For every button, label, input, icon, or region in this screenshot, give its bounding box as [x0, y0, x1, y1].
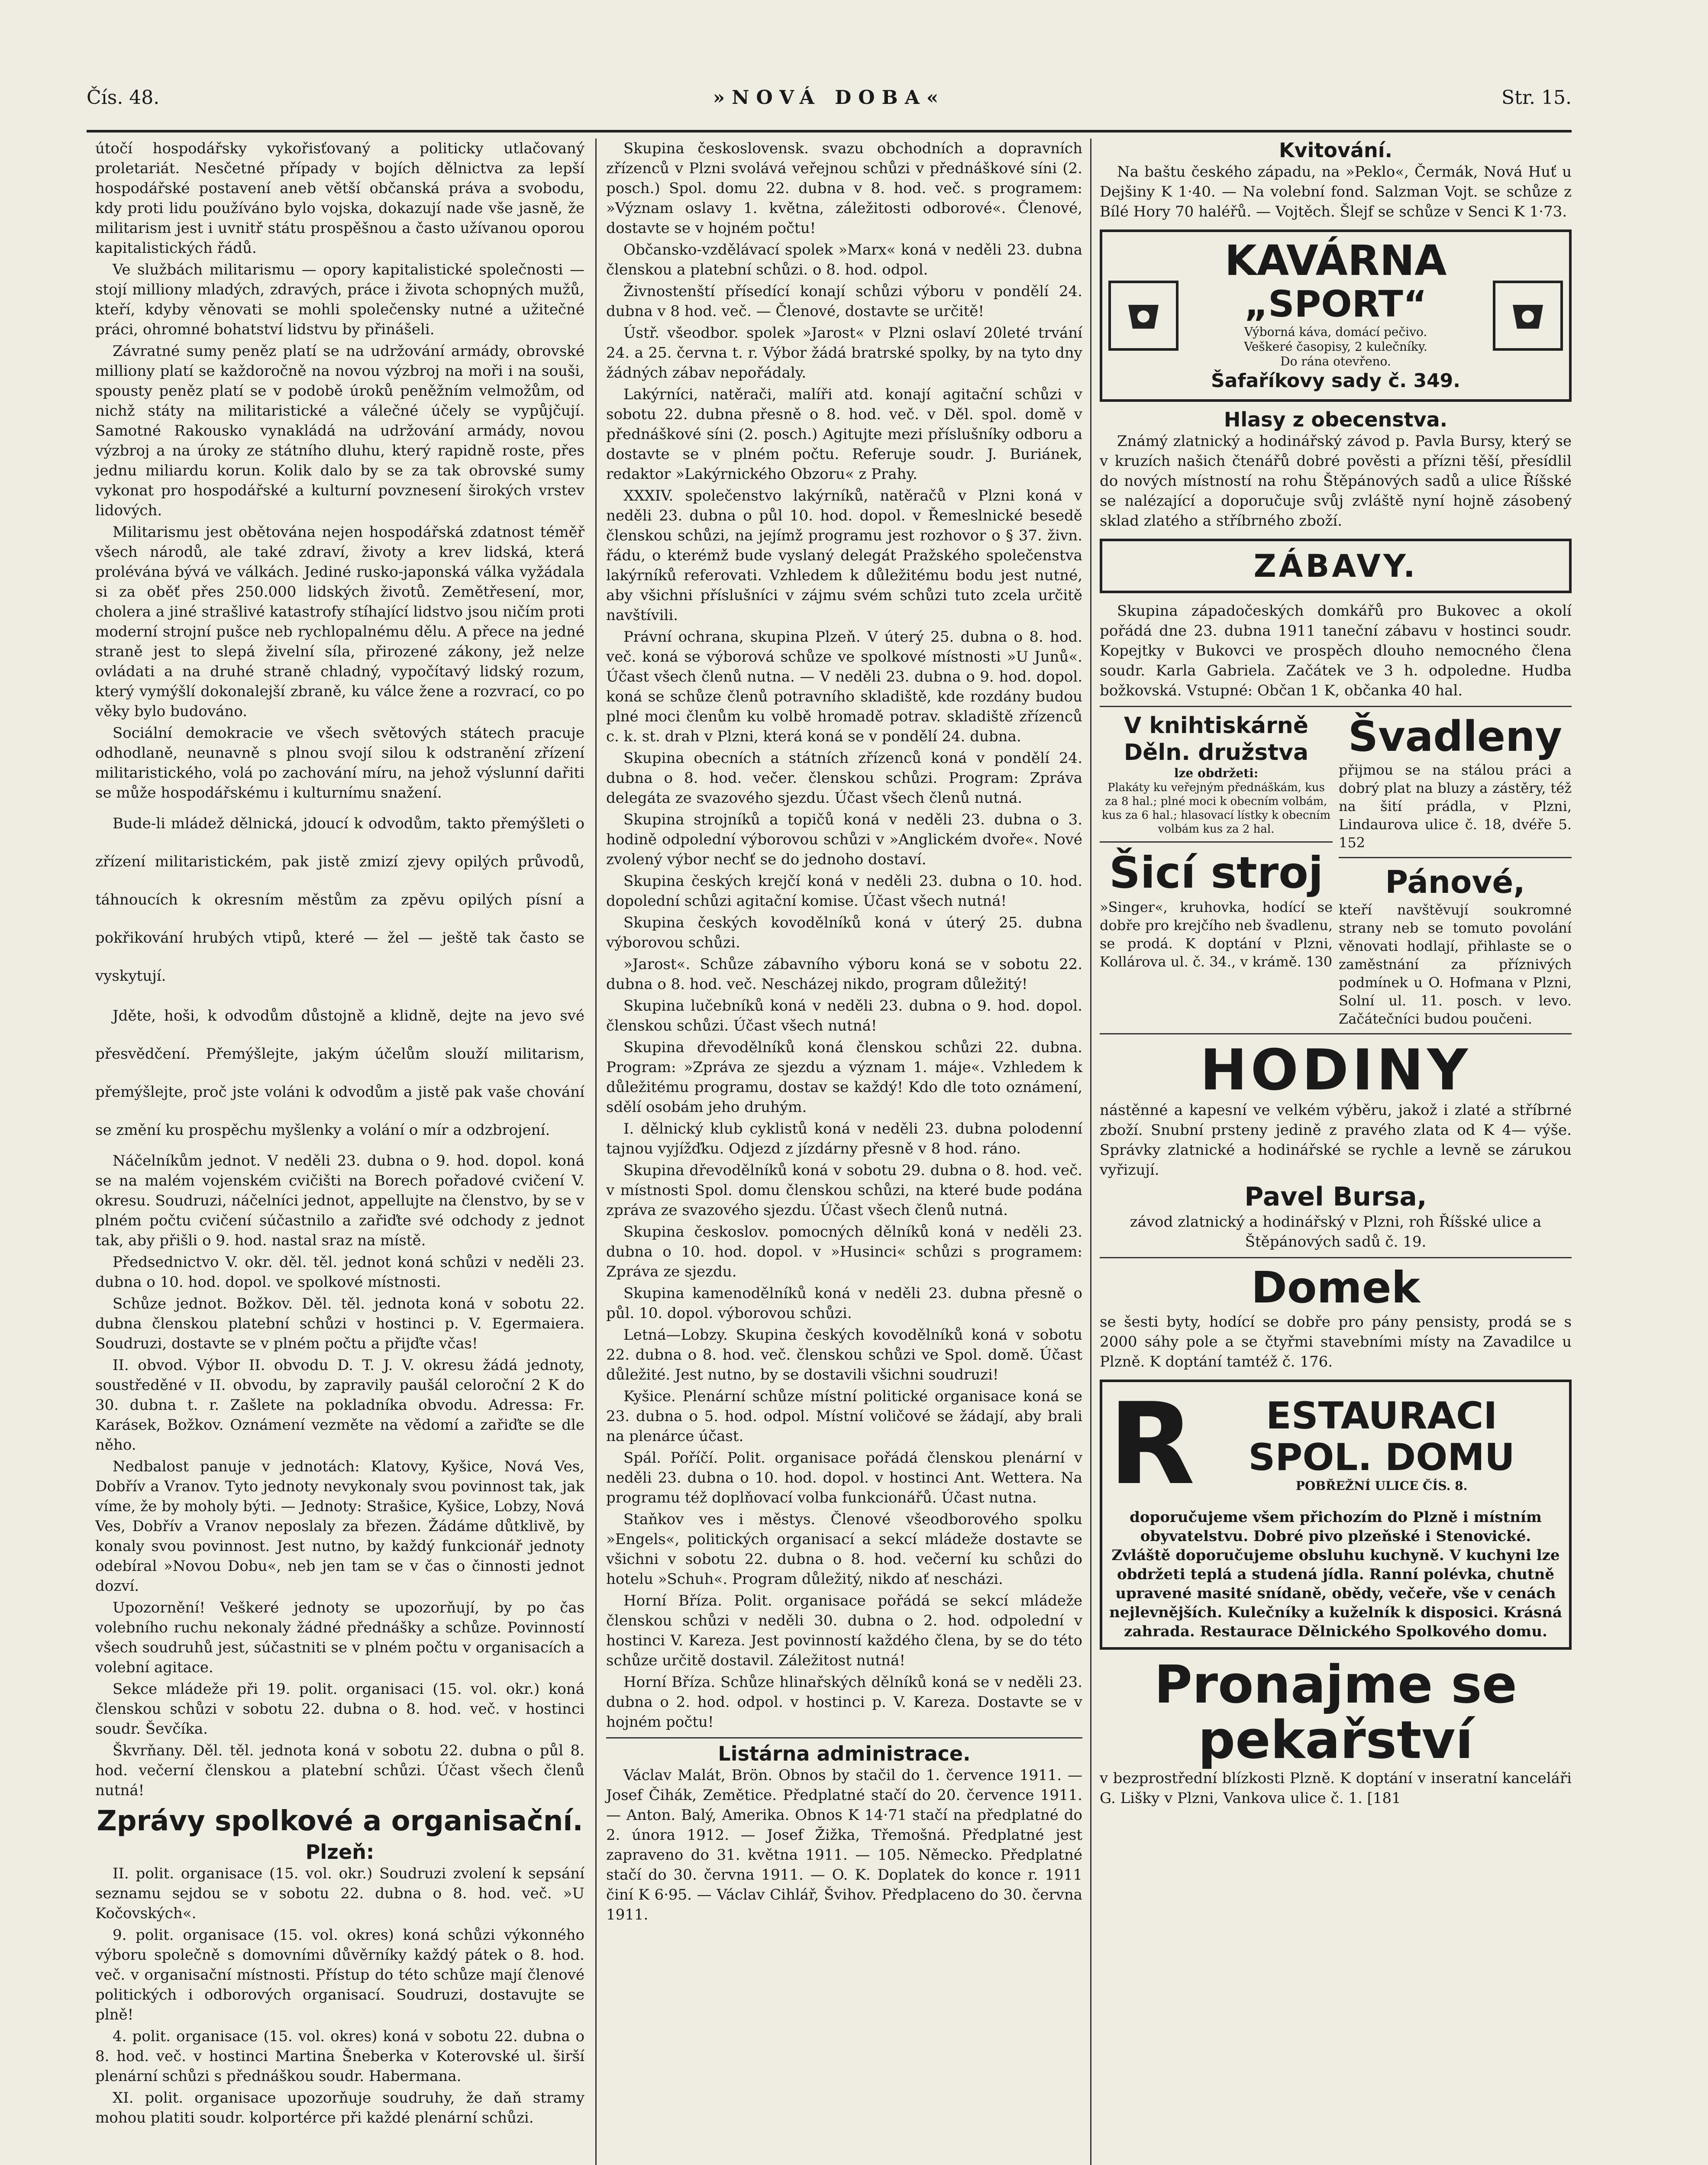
separator [1100, 1257, 1572, 1258]
svadleny-title: Švadleny [1348, 712, 1563, 761]
notice-item: Lakýrníci, natěrači, malíři atd. konají agitační schůzi v sobotu 22. dubna přesně o 8. hod. več. v Děl. spol. domě v přednáškové síni (2. posch.) Agitujte mezi příslušníky odboru a dostavte se v plném počtu. Referuje soudr. J. Buriánek, redaktor »Lakýrnického Obzoru« z Prahy. [606, 386, 1082, 483]
separator [1100, 1033, 1572, 1034]
header-rule [87, 130, 1572, 132]
kavarna-line: Výborná káva, domácí pečivo. [1244, 325, 1427, 339]
notice-item: XXXIV. společenstvo lakýrníků, natěračů v Plzni koná v neděli 23. dubna o půl 10. hod. dopol. v Řemeslnické besedě členskou schůzi, na jejímž programu jest rozhovor o § 37. živn. řádu, o kterémž bude vyslaný delegát Pražského společenstva lakýrníků referovati. Vzhledem k důležitému bodu jest nutné, aby všichni příslušníci v zájmu svém schůzi tuto zcela určitě navštívili. [606, 487, 1082, 624]
zabavy-text: Skupina západočeských domkářů pro Bukovec a okolí pořádá dne 23. dubna 1911 taneční zábavu v hostinci soudr. Kopejtky v Bukovci ve prospěch dlouho nemocného člena soudr. Karla Gabriela. Začátek ve 3 h. odpoledne. Hudba božkovská. Vstupné: Občan 1 K, občanka 40 hal. [1100, 602, 1572, 699]
hodiny-title: HODINY [1200, 1037, 1472, 1103]
hlasy-text: Známý zlatnický a hodinářský závod p. Pavla Bursy, který se v kruzích našich čtenářů dobré pověsti a přízni těší, přesídlil do nových místností na rohu Štěpánových sadů a ulice Říšské se nalézající a doporučuje svůj zvláště nyní hojně zásobený sklad zlatého a stříbrného zboží. [1100, 433, 1572, 530]
domek-text: se šesti byty, hodící se dobře pro pány pensisty, prodá se s 2000 sáhy pole a se čtyřmi stavebními místy na Zavadilce u Plzně. K doptání tamtéž č. 176. [1100, 1313, 1572, 1370]
notice-item: Živnostenští přísedící konají schůzi výboru v pondělí 24. dubna v 8 hod. več. — Členové, dostavte se určitě! [606, 283, 1082, 320]
notice-item: Škvrňany. Děl. těl. jednota koná v sobotu 22. dubna o půl 8. hod. večerní členskou a platební schůzi. Účast všech členů nutná! [95, 1742, 584, 1799]
notice-item: Občansko-vzdělávací spolek »Marx« koná v neděli 23. dubna členskou a platební schůzi. o 8. hod. odpol. [606, 241, 1082, 278]
knihtiskarna-label: lze obdržeti: [1174, 766, 1259, 780]
article-paragraph: Militarismu jest obětována nejen hospodářská zdatnost téměř všech národů, ale také zdraví, životy a krev lidská, která prolévána bývá ve válkách. Jediné rusko-japonská válka vyžádala si za oběť přes 250.000 lidských životů. Zemětřesení, mor, cholera a jiné strašlivé katastrofy stíhající lidstvo jsou ničím proti moderní strojní pušce neb rychlopalnému dělu. A přece na jedné straně jest to slepá živelní síla, přirozené zákony, jež nelze ovládati a na druhé straně chladný, vypočítavý lidský rozum, který vymýšlí dokonalejší zbraně, ku válce žene a rozvrací, co po věky bylo budováno. [95, 523, 584, 720]
separator [1100, 841, 1333, 843]
article-paragraph: útočí hospodářsky vykořisťovaný a politicky utlačovaný proletariát. Nesčetné případy v bojích dělnictva za lepší hospodářské postavení aneb větší občanská práva a svobodu, kdy proti lidu používáno bylo vojska, dokazují nade vše jasně, že militarism jest i uvnitř státu prospěšnou a často užívanou oporou kapitalistických řádů. [95, 140, 584, 257]
knihtiskarna-title: V knihtiskárně [1124, 713, 1309, 739]
notice-item: I. dělnický klub cyklistů koná v neděli 23. dubna polodenní tajnou vyjížďku. Odjezd z jízdárny přesně v 8 hod. ráno. [606, 1120, 1082, 1157]
column-divider [595, 139, 597, 2165]
notice-item: Nedbalost panuje v jednotách: Klatovy, Kyšice, Nová Ves, Dobřív a Vranov. Tyto jednoty nevykonaly svou povinnost tak, jak víme, že by moholy býti. — Jednoty: Strašice, Kyšice, Lobzy, Nová Ves, Dobřív a Vranov neposlaly za březen. Žádáme důtklivě, by konaly svou povinnost. Jest nutno, by každý funkcionář jednoty odebíral »Novou Dobu«, neb jen tam se v čas o činnosti jednot dozví. [95, 1458, 584, 1595]
notice-item: »Jarost«. Schůze zábavního výboru koná se v sobotu 22. dubna o 8. hod. več. Nescházej nikdo, program důležitý! [606, 956, 1082, 993]
section-heading: Zprávy spolkové a organisační. [97, 1805, 583, 1837]
kavarna-sub: „SPORT“ [1244, 283, 1427, 325]
restaurace-address: POBŘEŽNÍ ULICE ČÍS. 8. [1295, 1479, 1468, 1493]
article-paragraph: Závratné sumy peněz platí se na udržování armády, obrovské milliony platí se každoročně na novou výzbroj na moři i na souši, spousty peněz platí se v podobě úroků peněžním velmožům, od nichž státy na militaristické a válečné účely se vypůjčují. Samotné Rakousko vynakládá na udržování armády, novou výzbroj a na úroky ze státního dluhu, který rapidně roste, přes jednu miliardu korun. Kolik dalo by se za tak obrovské sumy vykonat pro hospodářské a kulturní povznesení širokých vrstev lidových. [95, 343, 584, 519]
notice-item: Předsednictvo V. okr. děl. těl. jednot koná schůzi v neděli 23. dubna o 10. hod. dopol. ve spolkové místnosti. [95, 1254, 584, 1291]
notice-item: Upozornění! Veškeré jednoty se upozorňují, by po čas volebního ruchu nekonaly žádné přednášky a schůze. Povinností všech soudruhů jest, súčastniti se v plném počtu v organisacích a volební agitace. [95, 1599, 584, 1676]
notice-item: Skupina kamenodělníků koná v neděli 23. dubna přesně o půl. 10. dopol. výborovou schůzi. [606, 1285, 1082, 1322]
notice-item: Horní Bříza. Schůze hlinařských dělníků koná se v neděli 23. dubna o 2. hod. odpol. v hostinci p. V. Kareza. Dostavte se v hojném počtu! [606, 1674, 1082, 1731]
notice-item: 4. polit. organisace (15. vol. okres) koná v sobotu 22. dubna o 8. hod. več. v hostinci Martina Šneberka v Koterovské ul. širší plenární schůzi s přednáškou soudr. Habermana. [95, 2028, 584, 2085]
notice-item: Náčelníkům jednot. V neděli 23. dubna o 9. hod. dopol. koná se na malém vojenském cvičišti na Borech pořadové cvičení V. okresu. Soudruzi, náčelníci jednot, appellujte na členstvo, by se v plném počtu cvičení súčastnilo a zařiďte své odchody z jednot tak, aby přišli o 9. hod. nastal sraz na místě. [95, 1152, 584, 1249]
kavarna-line: Do rána otevřeno. [1280, 354, 1391, 368]
separator [1339, 857, 1572, 858]
kavarna-name: KAVÁRNA [1224, 236, 1447, 285]
notice-item: Skupina českých kovodělníků koná v úterý 25. dubna výborovou schůzi. [606, 914, 1082, 951]
notice-item: Staňkov ves i městys. Členové všeodborového spolku »Engels«, politických organisací a sekcí mládeže dostavte se všichni v sobotu 22. dubna o 8. hod. večerní ku schůzi do hotelu »Schuh«. Program důležitý, nikdo ať nescházi. [606, 1511, 1082, 1588]
notice-item: XI. polit. organisace upozorňuje soudruhy, že daň stramy mohou platiti soudr. kolportérce při každé plenární schůzi. [95, 2089, 584, 2126]
knihtiskarna-title: Děln. družstva [1124, 740, 1309, 766]
cup-icon [1493, 281, 1563, 351]
column-2 [606, 139, 1082, 1926]
newspaper-title: »NOVÁ DOBA« [713, 87, 946, 109]
panove-text: kteří navštěvují soukromné strany neb se tomuto povolání věnovati hodlají, přihlaste se o zaměstnání za příznivých podmínek u O. Hofmana v Plzni, Solní ul. 11. posch. v levo. Začátečníci budou poučeni. [1339, 902, 1572, 1027]
article-paragraph: Jděte, hoši, k odvodům důstojně a klidně, dejte na jevo své přesvědčení. Přemýšlejte, jakým účelům slouží militarism, přemýšlejte, proč jste voláni k odvodům a jistě pak vaše chování se změní ku prospěchu myšlenky a volání o mír a odzbrojení. [95, 1007, 584, 1139]
article-paragraph: Bude-li mládež dělnická, jdoucí k odvodům, takto přemýšleti o zřízení militaristickém, pak jistě zmizí zjevy opilých průvodů, táhnoucích k okresním městům za zpěvu opilých písní a pokřikování hrubých vtipů, které — žel — ještě tak často se vyskytují. [95, 815, 584, 985]
pronajme-subtitle: pekařství [1198, 1710, 1473, 1771]
kvitovani-heading: Kvitování. [1279, 139, 1392, 162]
notice-item: Sekce mládeže při 19. polit. organisaci (15. vol. okr.) koná členskou schůzi v sobotu 22. dubna o 8. hod. več. v hostinci soudr. Ševčíka. [95, 1680, 584, 1738]
pronajme-title: Pronajme se [1154, 1655, 1518, 1715]
notice-item: Skupina československ. svazu obchodních a dopravních zřízenců v Plzni svolává veřejnou schůzi v přednáškové síni (2. posch.) Spol. domu 22. dubna v 8. hod. več. s programem: »Význam oslavy 1. května, záležitosti odborové«. Členové, dostavte se v hojném počtu! [606, 140, 1082, 237]
hlasy-heading: Hlasy z obecenstva. [1224, 408, 1448, 431]
panove-title: Pánové, [1385, 864, 1525, 900]
notice-item: Právní ochrana, skupina Plzeň. V úterý 25. dubna o 8. hod. več. koná se výborová schůze ve spolkové místnosti »U Junů«. Účast všech členů nutna. — V neděli 23. dubna o 9. hod. dopol. koná se schůze členů potravního skladiště, kde rozdány budou plné moci členům ku volbě hromadě potrav. skladiště zřízenců c. k. st. drah v Plzni, která koná se v pondělí 24. dubna. [606, 628, 1082, 745]
hodiny-name: Pavel Bursa, [1244, 1182, 1427, 1212]
article-paragraph: Sociální demokracie ve všech světových státech pracuje odhodlaně, neunavně s plnou svojí silou k odstranění zřízení militaristického, volá po zachování míru, na jehož výslunní dařiti se může hospodářskému i kulturnímu snažení. [95, 724, 584, 801]
notice-item: Skupina obecních a státních zřízenců koná v pondělí 24. dubna o 8. hod. večer. členskou schůzi. Program: Zpráva delegáta ze svazového sjezdu. Účast všech členů nutná. [606, 750, 1082, 807]
notice-item: Skupina českoslov. pomocných dělníků koná v neděli 23. dubna o 10. hod. dopol. v »Husinci« schůzi s programem: Zpráva ze sjezdu. [606, 1223, 1082, 1280]
masthead [87, 74, 1572, 126]
svadleny-text: přijmou se na stálou práci a dobrý plat na bluzy a zástěry, též na šití prádla, v Plzni, Lindaurova ulice č. 18, dvéře 5. 152 [1339, 762, 1572, 851]
notice-item: II. polit. organisace (15. vol. okr.) Soudruzi zvolení k sepsání seznamu sejdou se v sobotu 22. dubna o 8. hod. več. »U Kočovských«. [95, 1865, 584, 1922]
zabavy-heading: ZÁBAVY. [1100, 539, 1572, 593]
cup-icon [1108, 281, 1178, 351]
ad-restaurace [1100, 1380, 1572, 1650]
notice-item: Schůze jednot. Božkov. Děl. těl. jednota koná v sobotu 22. dubna členskou platební schůzi v hostinci p. V. Egermaiera. Soudruzi, dostavte se v plném počtu a přijďte včas! [95, 1295, 584, 1352]
domek-title: Domek [1251, 1262, 1421, 1313]
section-subheading: Plzeň: [305, 1840, 375, 1864]
notice-item: Skupina strojníků a topičů koná v neděli 23. dubna o 3. hodině odpolední výborovou schůzi v »Anglickém dvoře«. Nové zvolený výbor nechť se do jednoho dostaví. [606, 811, 1082, 868]
notice-item: Skupina lučebníků koná v neděli 23. dubna o 9. hod. dopol. členskou schůzi. Účast všech nutná! [606, 997, 1082, 1034]
hodiny-address: závod zlatnický a hodinářský v Plzni, roh Říšské ulice a Štěpánových sadů č. 19. [1130, 1213, 1542, 1251]
ad-kavarna [1100, 229, 1572, 402]
notice-item: Skupina českých krejčí koná v neděli 23. dubna o 10. hod. dopolední schůzi agitační komise. Účast všech nutná! [606, 872, 1082, 910]
issue-number: Čís. 48. [87, 87, 160, 109]
listarna-heading: Listárna administrace. [718, 1742, 971, 1765]
sici-stroj-text: »Singer«, kruhovka, hodící se dobře pro krejčího neb švadlenu, se prodá. K doptání v Plzni, Kollárova ul. č. 34., v krámě. 130 [1100, 899, 1333, 970]
column-1 [95, 139, 584, 2129]
notice-item: Kyšice. Plenární schůze místní politické organisace koná se 23. dubna o 5. hod. odpol. Místní voličové se žádají, aby brali na plenárce účast. [606, 1388, 1082, 1445]
separator [606, 1737, 1082, 1738]
separator [1100, 706, 1572, 707]
notice-item: 9. polit. organisace (15. vol. okres) koná schůzi výkonného výboru společně s domovními důvěrníky každý pátek o 8. hod. več. v organisační místnosti. Přístup do této schůze mají členové politických i odborových organisací. Soudruzi, dostavujte se plně! [95, 1926, 584, 2023]
pronajme-text: v bezprostřední blízkosti Plzně. K doptání v inseratní kanceláři G. Lišky v Plzni, Vankova ulice č. 1. [181 [1100, 1770, 1572, 1807]
notice-item: Horní Bříza. Polit. organisace pořádá se sekcí mládeže členskou schůzi v neděli 30. dubna o 2. hod. odpolední v hostinci V. Kareza. Jest povinností každého člena, by se do této schůze určitě dostavil. Záležitost nutná! [606, 1592, 1082, 1669]
sici-stroj-title: Šicí stroj [1109, 847, 1324, 898]
kvitovani-text: Na baštu českého západu, na »Peklo«, Čermák, Nová Huť u Dejšiny K 1·40. — Na volební fond. Salzman Vojt. se schůze z Bílé Hory 70 haléřů. — Vojtěch. Šlejf se schůze v Senci K 1·73. [1100, 163, 1572, 220]
page-number: Str. 15. [1501, 87, 1572, 109]
restaurace-text: doporučujeme všem přichozím do Plzně i místním obyvatelstvu. Dobré pivo plzeňské i Stenovické. Zvláště doporučujeme obsluhu kuchyně. V kuchyni lze obdržeti teplá a studená jídla. Ranní polévka, chutně upravené masité snídaně, obědy, večeře, vše v cenách nejlevnějších. Kulečníky a kuželník k disposici. Krásná zahrada. Restaurace Dělnického Spolkového domu. [1109, 1509, 1562, 1640]
small-ads-row [1100, 712, 1572, 1028]
article-paragraph: Ve službách militarismu — opory kapitalistické společnosti — stojí milliony mladých, zdravých, práce i života schopných mužů, kteří, kdyby věnovati se mohli společensky nutné a užitečné práci, ohromné bohatství lidstvu by přinášeli. [95, 261, 584, 338]
column-divider [1090, 139, 1091, 2165]
restaurace-title: SPOL. DOMU [1248, 1436, 1515, 1479]
column-3 [1100, 139, 1572, 1810]
notice-list [606, 139, 1082, 1732]
listarna-text: Václav Malát, Brön. Obnos by stačil do 1. července 1911. — Josef Čihák, Zemětice. Předplatné stačí do 20. července 1911. — Anton. Balý, Amerika. Obnos K 14·71 stačí na předplatné do 2. února 1912. — Josef Žižka, Třemošná. Předplatné jest zapraveno do 31. května 1911. — 105. Německo. Předplatné stačí do 30. června 1911. — O. K. Doplatek do konce r. 1911 činí K 6·95. — Václav Cihlář, Švihov. Předplaceno do 30. června 1911. [606, 1767, 1082, 1923]
notice-item: Skupina dřevodělníků koná v sobotu 29. dubna o 8. hod. več. v místnosti Spol. domu členskou schůzi, na které bude podána zpráva ze svazového sjezdu. Účast všech členů nutná. [606, 1162, 1082, 1219]
kavarna-line: Veškeré časopisy, 2 kulečníky. [1244, 339, 1427, 354]
notice-item: Letná—Lobzy. Skupina českých kovodělníků koná v sobotu 22. dubna o 8. hod. več. členskou schůzi ve Spol. domě. Účast důležité. Jest nutno, by se dostavili všichni soudruzi! [606, 1326, 1082, 1383]
notice-item: Skupina dřevodělníků koná členskou schůzi 22. dubna. Program: »Zpráva ze sjezdu a význam 1. máje«. Vzhledem k důležitému programu, dostav se každý! Kdo dle toto oznámení, sdělí osobám jeho druhým. [606, 1039, 1082, 1116]
hodiny-text: nástěnné a kapesní ve velkém výběru, jakož i zlaté a stříbrné zboží. Snubní prsteny jedině z pravého zlata od K 4— výše. Správky zlatnické a hodinářské se rychle a levně se zárukou vyřizují. [1100, 1102, 1572, 1179]
knihtiskarna-text: Plakáty ku veřejným přednáškám, kus za 8 hal.; plné moci k obecním volbám, kus za 6 hal.; hlasovací lístky k obecním volbám kus za 2 hal. [1101, 781, 1331, 836]
kavarna-address: Šafaříkovy sady č. 349. [1211, 370, 1461, 392]
notice-item: Spál. Poříčí. Polit. organisace pořádá členskou plenární v neděli 23. dubna o 10. hod. dopol. v hostinci Ant. Wettera. Na programu též doplňovací volba funkcionářů. Účast nutna. [606, 1449, 1082, 1506]
notice-item: II. obvod. Výbor II. obvodu D. T. J. V. okresu žádá jednoty, soustředěné v II. obvodu, by zapravily paušál celoroční 2 K do 30. dubna t. r. Zašlete na pokladníka obvodu. Adressa: Fr. Karásek, Božkov. Oznámení vezměte na vědomí a zařiďte se dle něho. [95, 1357, 584, 1454]
notice-item: Ústř. všeodbor. spolek »Jarost« v Plzni oslaví 20leté trvání 24. a 25. června t. r. Výbor žádá bratrské spolky, by na tyto dny žádných zábav nepořádaly. [606, 324, 1082, 381]
restaurace-initial: R [1108, 1379, 1195, 1510]
restaurace-title: ESTAURACI [1266, 1394, 1498, 1438]
